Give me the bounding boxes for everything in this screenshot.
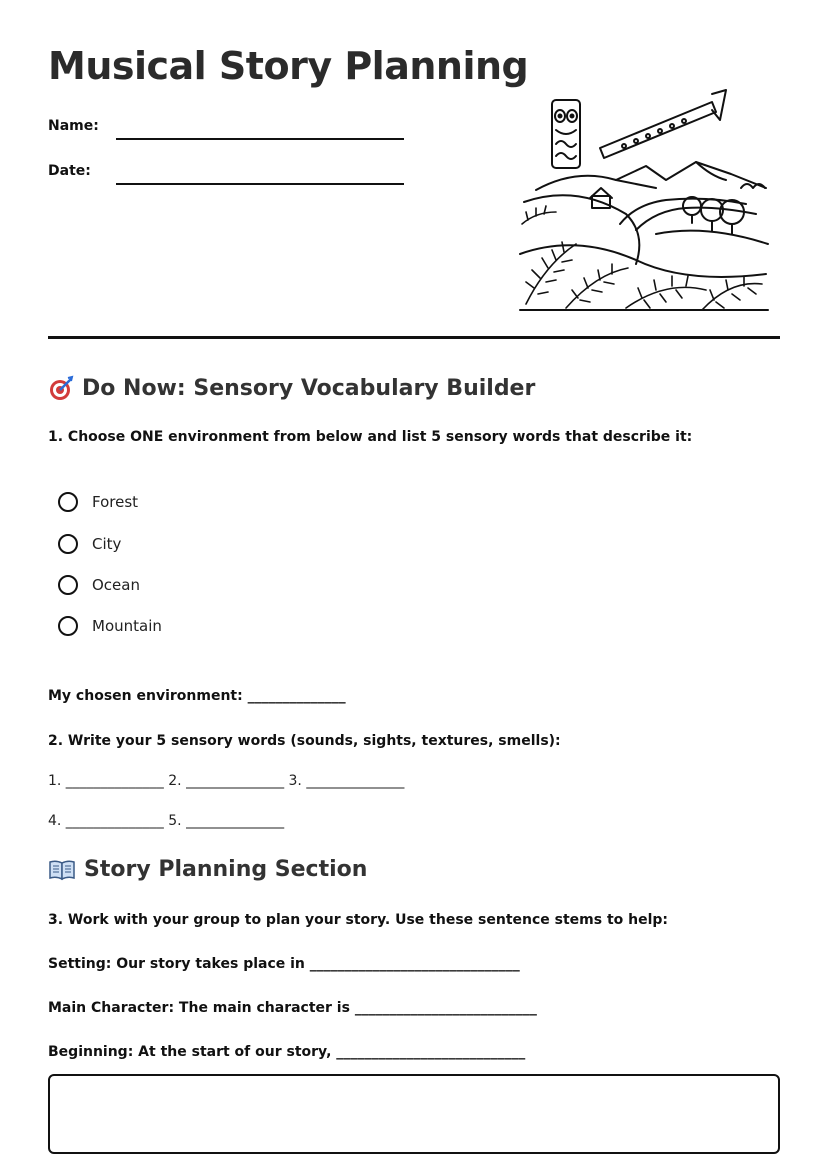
flute-icon [600, 90, 726, 158]
option-city[interactable] [58, 534, 121, 554]
option-label: City [92, 535, 122, 553]
story-planning-heading-text: Story Planning Section [84, 857, 368, 882]
page-title: Musical Story Planning [48, 44, 529, 88]
date-field[interactable] [116, 183, 404, 185]
name-field[interactable] [116, 138, 404, 140]
chosen-environment-field[interactable]: My chosen environment: ______________ [48, 688, 346, 704]
beginning-answer-box[interactable] [48, 1074, 780, 1154]
story-planning-heading [48, 857, 367, 882]
radio-button[interactable] [58, 534, 78, 554]
do-now-heading [48, 375, 535, 401]
do-now-heading-text: Do Now: Sensory Vocabulary Builder [82, 375, 536, 401]
radio-button[interactable] [58, 616, 78, 636]
landscape-illustration [516, 84, 776, 316]
target-icon [48, 375, 74, 401]
question-1: 1. Choose ONE environment from below and list 5 sensory words that describe it: [48, 429, 693, 445]
section-divider [48, 336, 780, 339]
main-character-field[interactable]: Main Character: The main character is __________________________ [48, 1000, 537, 1016]
radio-button[interactable] [58, 492, 78, 512]
open-book-icon [48, 858, 76, 882]
option-mountain[interactable] [58, 616, 162, 636]
option-forest[interactable] [58, 492, 138, 512]
carving-icon [552, 100, 580, 168]
question-3: 3. Work with your group to plan your story. Use these sentence stems to help: [48, 912, 669, 928]
question-2: 2. Write your 5 sensory words (sounds, sights, textures, smells): [48, 733, 561, 749]
option-label: Ocean [92, 576, 140, 594]
name-label: Name: [48, 118, 99, 134]
sensory-words-row-2[interactable]: 4. ______________ 5. ______________ [48, 813, 285, 829]
option-label: Forest [92, 493, 139, 511]
date-label: Date: [48, 163, 91, 179]
setting-field[interactable]: Setting: Our story takes place in ______________________________ [48, 956, 520, 972]
sensory-words-row-1[interactable]: 1. ______________ 2. ______________ 3. ______________ [48, 773, 405, 789]
beginning-field[interactable]: Beginning: At the start of our story, ___________________________ [48, 1044, 526, 1060]
option-ocean[interactable] [58, 575, 140, 595]
option-label: Mountain [92, 617, 162, 635]
radio-button[interactable] [58, 575, 78, 595]
